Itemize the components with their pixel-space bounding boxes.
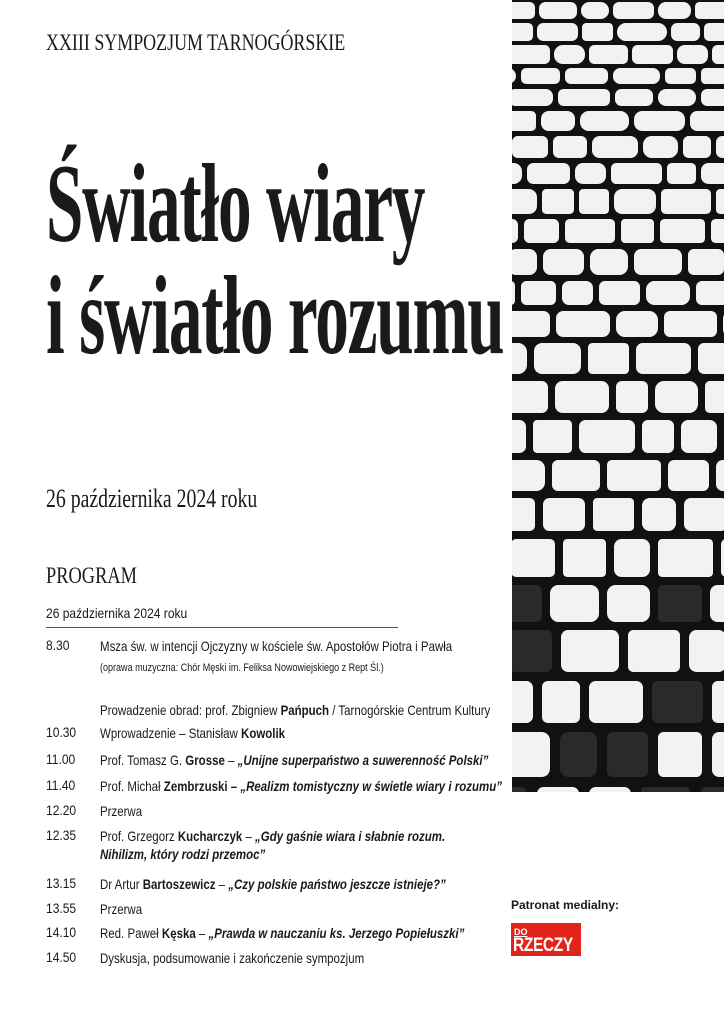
cobblestone bbox=[563, 539, 606, 577]
cobblestone-photo bbox=[512, 0, 724, 792]
cobblestone bbox=[542, 189, 574, 214]
cobblestone bbox=[677, 45, 708, 64]
cobblestone bbox=[652, 681, 703, 723]
cobblestone bbox=[589, 681, 643, 723]
row-time: 14.10 bbox=[46, 924, 77, 940]
cobblestone bbox=[575, 163, 606, 184]
cobblestone bbox=[613, 2, 654, 19]
event-date: 26 października 2024 roku bbox=[46, 484, 258, 513]
cobblestone bbox=[614, 189, 656, 214]
cobblestone bbox=[554, 45, 585, 64]
cobblestone bbox=[700, 787, 724, 792]
cobblestone bbox=[701, 68, 724, 84]
logo-do: DO bbox=[514, 927, 528, 937]
cobblestone bbox=[665, 68, 696, 84]
row-desc: Przerwa bbox=[100, 803, 143, 819]
cobblestone bbox=[512, 281, 515, 305]
row-desc: Prof. Michał Zembrzuski – „Realizm tomistyczny w świetle wiary i rozumu” bbox=[100, 778, 502, 794]
cobblestone bbox=[705, 381, 724, 413]
cobblestone bbox=[512, 2, 535, 19]
cobblestone bbox=[716, 460, 724, 491]
cobblestone bbox=[616, 381, 648, 413]
cobblestone bbox=[690, 111, 724, 131]
media-patron-label: Patronat medialny: bbox=[511, 898, 620, 912]
cobblestone-pattern bbox=[512, 0, 724, 792]
cobblestone bbox=[632, 45, 673, 64]
cobblestone bbox=[521, 281, 556, 305]
cobblestone bbox=[658, 732, 702, 777]
symposium-label: XXIII SYMPOZJUM TARNOGÓRSKIE bbox=[46, 30, 346, 55]
cobblestone bbox=[580, 111, 629, 131]
cobblestone bbox=[552, 460, 600, 491]
row-time: 13.15 bbox=[46, 875, 77, 891]
program-date: 26 października 2024 roku bbox=[46, 605, 188, 621]
cobblestone bbox=[512, 732, 550, 777]
cobblestone bbox=[688, 249, 724, 275]
cobblestone bbox=[512, 249, 537, 275]
cobblestone bbox=[701, 89, 724, 106]
row-desc: Msza św. w intencji Ojczyzny w kościele św. Apostołów Piotra i Pawła (oprawa muzyczna: Chór Męski im. Feliksa Nowowiejskiego z Rept Śl.) bbox=[100, 637, 452, 677]
cobblestone bbox=[667, 163, 696, 184]
cobblestone bbox=[607, 460, 661, 491]
title-line-2: i światło rozumu bbox=[46, 254, 504, 378]
cobblestone bbox=[565, 68, 608, 84]
program-heading: PROGRAM bbox=[46, 563, 138, 588]
cobblestone bbox=[512, 787, 527, 792]
cobblestone bbox=[615, 89, 653, 106]
cobblestone bbox=[664, 311, 717, 337]
cobblestone bbox=[560, 732, 597, 777]
cobblestone bbox=[556, 311, 610, 337]
cobblestone bbox=[543, 249, 584, 275]
cobblestone bbox=[658, 2, 691, 19]
cobblestone bbox=[599, 281, 640, 305]
cobblestone bbox=[562, 281, 593, 305]
row-desc: Prowadzenie obrad: prof. Zbigniew Pańpuch / Tarnogórskie Centrum Kultury bbox=[100, 702, 491, 718]
row-time: 12.20 bbox=[46, 802, 77, 818]
cobblestone bbox=[524, 219, 559, 243]
cobblestone bbox=[512, 219, 518, 243]
cobblestone bbox=[512, 630, 552, 672]
cobblestone bbox=[607, 732, 648, 777]
cobblestone bbox=[661, 189, 711, 214]
cobblestone bbox=[590, 249, 628, 275]
row-desc: Wprowadzenie – Stanisław Kowolik bbox=[100, 725, 286, 741]
cobblestone bbox=[537, 23, 578, 41]
row-time: 11.00 bbox=[46, 751, 76, 767]
cobblestone bbox=[689, 630, 724, 672]
row-time: 14.50 bbox=[46, 949, 77, 965]
cobblestone bbox=[541, 111, 575, 131]
cobblestone bbox=[582, 23, 613, 41]
cobblestone bbox=[512, 189, 537, 214]
cobblestone bbox=[593, 498, 634, 531]
row-time: 10.30 bbox=[46, 724, 77, 740]
cobblestone bbox=[634, 111, 685, 131]
cobblestone bbox=[658, 89, 696, 106]
cobblestone bbox=[512, 681, 533, 723]
cobblestone bbox=[512, 460, 545, 491]
cobblestone bbox=[611, 163, 662, 184]
cobblestone bbox=[512, 343, 527, 374]
cobblestone bbox=[565, 219, 615, 243]
cobblestone bbox=[668, 460, 709, 491]
title-line-1: Światło wiary bbox=[46, 142, 425, 266]
logo-rzeczy: RZECZY bbox=[513, 935, 573, 956]
row-time: 8.30 bbox=[46, 637, 70, 653]
cobblestone bbox=[701, 163, 724, 184]
cobblestone bbox=[634, 249, 682, 275]
cobblestone bbox=[614, 539, 650, 577]
cobblestone bbox=[658, 585, 702, 622]
cobblestone bbox=[512, 585, 542, 622]
cobblestone bbox=[711, 219, 724, 243]
cobblestone bbox=[521, 68, 560, 84]
cobblestone bbox=[616, 311, 658, 337]
cobblestone bbox=[621, 219, 654, 243]
cobblestone bbox=[589, 787, 631, 792]
cobblestone bbox=[683, 136, 711, 158]
cobblestone bbox=[695, 2, 724, 19]
cobblestone bbox=[712, 732, 724, 777]
cobblestone bbox=[512, 23, 533, 41]
cobblestone bbox=[533, 420, 572, 453]
row-desc: Przerwa bbox=[100, 901, 143, 917]
cobblestone bbox=[512, 163, 522, 184]
cobblestone bbox=[716, 189, 724, 214]
cobblestone bbox=[553, 136, 587, 158]
cobblestone bbox=[716, 136, 724, 158]
cobblestone bbox=[613, 68, 660, 84]
cobblestone bbox=[617, 23, 667, 41]
cobblestone bbox=[660, 219, 705, 243]
row-desc: Red. Paweł Kęska – „Prawda w nauczaniu ks. Jerzego Popiełuszki” bbox=[100, 925, 465, 941]
page-title bbox=[46, 142, 504, 378]
cobblestone bbox=[512, 68, 516, 84]
cobblestone bbox=[512, 45, 550, 64]
cobblestone bbox=[646, 281, 690, 305]
cobblestone bbox=[512, 498, 535, 531]
cobblestone bbox=[655, 381, 698, 413]
cobblestone bbox=[543, 498, 585, 531]
cobblestone bbox=[539, 2, 577, 19]
cobblestone bbox=[512, 311, 550, 337]
cobblestone bbox=[592, 136, 638, 158]
row-desc: Dyskusja, podsumowanie i zakończenie sympozjum bbox=[100, 950, 365, 966]
cobblestone bbox=[588, 343, 629, 374]
cobblestone bbox=[658, 539, 713, 577]
cobblestone bbox=[527, 163, 570, 184]
row-time: 11.40 bbox=[46, 777, 76, 793]
cobblestone bbox=[550, 585, 599, 622]
cobblestone bbox=[684, 498, 724, 531]
cobblestone bbox=[628, 630, 680, 672]
cobblestone bbox=[512, 539, 555, 577]
cobblestone bbox=[641, 787, 690, 792]
cobblestone bbox=[642, 420, 674, 453]
row-desc: Prof. Tomasz G. Grosse – „Unijne superpaństwo a suwerenność Polski” bbox=[100, 752, 489, 768]
cobblestone bbox=[636, 343, 691, 374]
cobblestone bbox=[710, 585, 724, 622]
cobblestone bbox=[643, 136, 678, 158]
divider bbox=[46, 627, 398, 628]
cobblestone bbox=[712, 45, 724, 64]
cobblestone bbox=[512, 136, 548, 158]
row-desc: Prof. Grzegorz Kucharczyk – „Gdy gaśnie wiara i słabnie rozum. Nihilizm, który rodzi przemoc” bbox=[100, 828, 446, 862]
row-time: 12.35 bbox=[46, 827, 77, 843]
cobblestone bbox=[512, 381, 548, 413]
cobblestone bbox=[696, 281, 724, 305]
cobblestone bbox=[589, 45, 628, 64]
cobblestone bbox=[704, 23, 724, 41]
cobblestone bbox=[534, 343, 581, 374]
row-desc: Dr Artur Bartoszewicz – „Czy polskie państwo jeszcze istnieje?” bbox=[100, 876, 446, 892]
cobblestone bbox=[642, 498, 676, 531]
cobblestone bbox=[512, 111, 536, 131]
cobblestone bbox=[581, 2, 609, 19]
cobblestone bbox=[671, 23, 700, 41]
cobblestone bbox=[512, 420, 526, 453]
cobblestone bbox=[607, 585, 650, 622]
cobblestone bbox=[542, 681, 580, 723]
cobblestone bbox=[698, 343, 724, 374]
cobblestone bbox=[558, 89, 610, 106]
cobblestone bbox=[555, 381, 609, 413]
cobblestone bbox=[561, 630, 619, 672]
cobblestone bbox=[712, 681, 724, 723]
cobblestone bbox=[537, 787, 579, 792]
do-rzeczy-logo bbox=[511, 923, 581, 956]
row-sub: (oprawa muzyczna: Chór Męski im. Feliksa Nowowiejskiego z Rept Śl.) bbox=[100, 662, 384, 674]
row-time: 13.55 bbox=[46, 900, 77, 916]
cobblestone bbox=[512, 89, 553, 106]
cobblestone bbox=[681, 420, 717, 453]
cobblestone bbox=[579, 420, 635, 453]
cobblestone bbox=[579, 189, 609, 214]
